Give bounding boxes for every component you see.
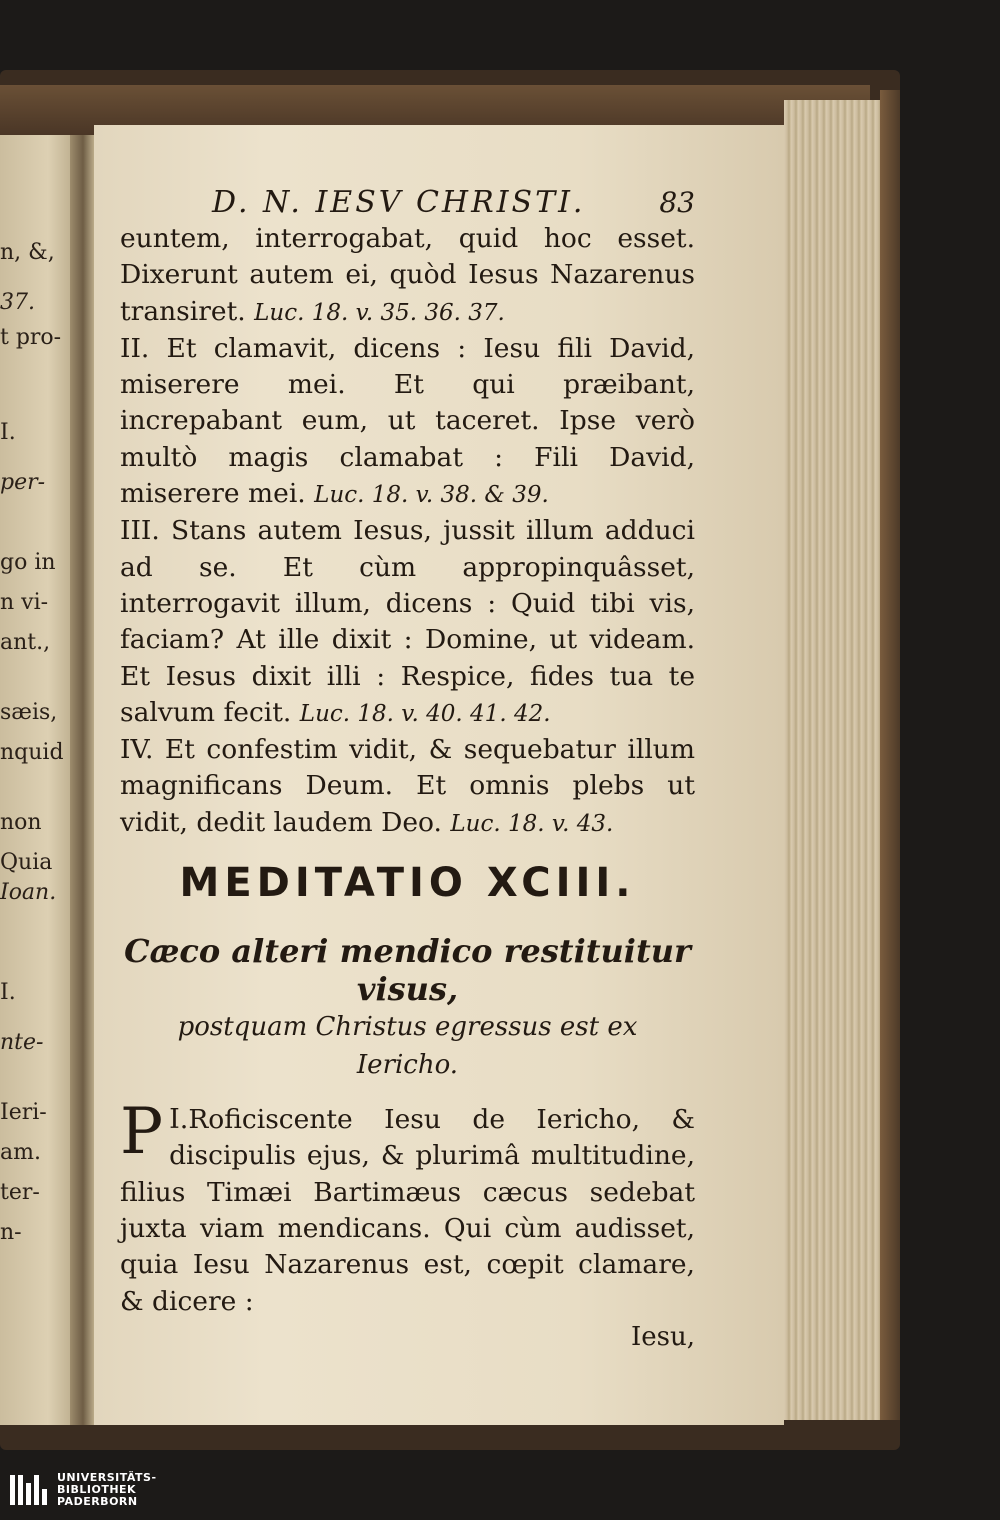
left-page-fragment: nte- [0, 1030, 44, 1055]
page-content [120, 185, 695, 1352]
left-page [0, 135, 80, 1425]
left-page-fragment: ant., [0, 630, 51, 655]
subtitle-line: postquam Christus egressus est ex [177, 1012, 638, 1043]
left-page-fragment: go in [0, 550, 56, 575]
scripture-reference: Luc. 18. v. 40. 41. 42. [299, 700, 551, 727]
logo-line: UNIVERSITÄTS- [57, 1471, 157, 1484]
left-page-fragment: Quia [0, 850, 53, 875]
subtitle-line: Cæco alteri mendico restituitur visus, [124, 932, 691, 1009]
paragraph-text: IV. Et confestim vidit, & sequebatur illum magnificans Deum. Et omnis plebs ut vidit, dedit laudem Deo. [120, 734, 695, 838]
scripture-reference: Luc. 18. v. 38. & 39. [314, 482, 549, 509]
left-page-fragment: Ieri- [0, 1100, 47, 1125]
running-header [120, 185, 695, 221]
book-fore-edge-cover [880, 90, 900, 1420]
meditation-subtitle [120, 932, 695, 1084]
paragraph-2 [120, 331, 695, 513]
paragraph-continued [120, 221, 695, 331]
library-logo [10, 1470, 157, 1510]
subtitle-line: Iericho. [356, 1050, 459, 1081]
running-title: D. N. IESV CHRISTI. [212, 185, 586, 220]
library-logo-text [57, 1472, 157, 1508]
left-page-fragment: sæis, [0, 700, 58, 725]
paragraph-3 [120, 513, 695, 732]
left-page-fragment: per- [0, 470, 46, 495]
page-number: 83 [659, 186, 695, 219]
paragraph-4 [120, 732, 695, 842]
left-page-fragment: n, &, [0, 240, 55, 265]
scripture-reference: Luc. 18. v. 43. [450, 810, 614, 837]
left-page-fragment: 37. [0, 290, 35, 315]
left-page-fragment: Ioan. [0, 880, 57, 905]
catchword: Iesu, [630, 1321, 695, 1352]
paragraph-text: Roficiscente Iesu de Iericho, & discipulis ejus, & plurimâ multitudine, filius Timæi Bartimæus cæcus sedebat juxta viam mendicans. Qui cùm audisset, quia Iesu Nazarenus est, cœpit clamare, & dicere : [120, 1104, 695, 1317]
paragraph-text: II. Et clamavit, dicens : Iesu fili David, miserere mei. Et qui præibant, increpabant eum, ut taceret. Ipse verò multò magis clamabat : Fili David, miserere mei. [120, 332, 695, 510]
left-page-fragment: n vi- [0, 590, 49, 615]
left-page-fragment: am. [0, 1140, 41, 1165]
logo-line: PADERBORN [57, 1495, 138, 1508]
drop-cap: P [120, 1095, 164, 1170]
left-page-fragment: ter- [0, 1180, 40, 1205]
library-logo-icon [10, 1475, 47, 1505]
left-page-fragment: I. [0, 420, 16, 445]
book-gutter [70, 135, 96, 1425]
paragraph-numeral: I. [169, 1104, 189, 1136]
left-page-fragment: n- [0, 1220, 22, 1245]
paragraph-text: euntem, interrogabat, quid hoc esset. Dixerunt autem ei, quòd Iesus Nazarenus transiret. [120, 223, 695, 327]
paragraph-meditation-1 [120, 1095, 695, 1320]
paragraph-text: III. Stans autem Iesus, jussit illum adduci ad se. Et cùm appropinquâsset, interrogavit illum, dicens : Quid tibi vis, faciam? At ille dixit : Domine, ut videam. Et Iesus dixit illi : Respice, fides tua te salvum fecit. [120, 515, 695, 728]
left-page-fragment: I. [0, 980, 16, 1005]
left-page-fragment: non [0, 810, 42, 835]
left-page-fragment: nquid [0, 740, 64, 765]
page-edges [784, 100, 884, 1420]
meditation-title: MEDITATIO XCIII. [179, 860, 636, 907]
logo-line: BIBLIOTHEK [57, 1483, 137, 1496]
scripture-reference: Luc. 18. v. 35. 36. 37. [254, 299, 505, 326]
left-page-fragment: t pro- [0, 325, 62, 350]
